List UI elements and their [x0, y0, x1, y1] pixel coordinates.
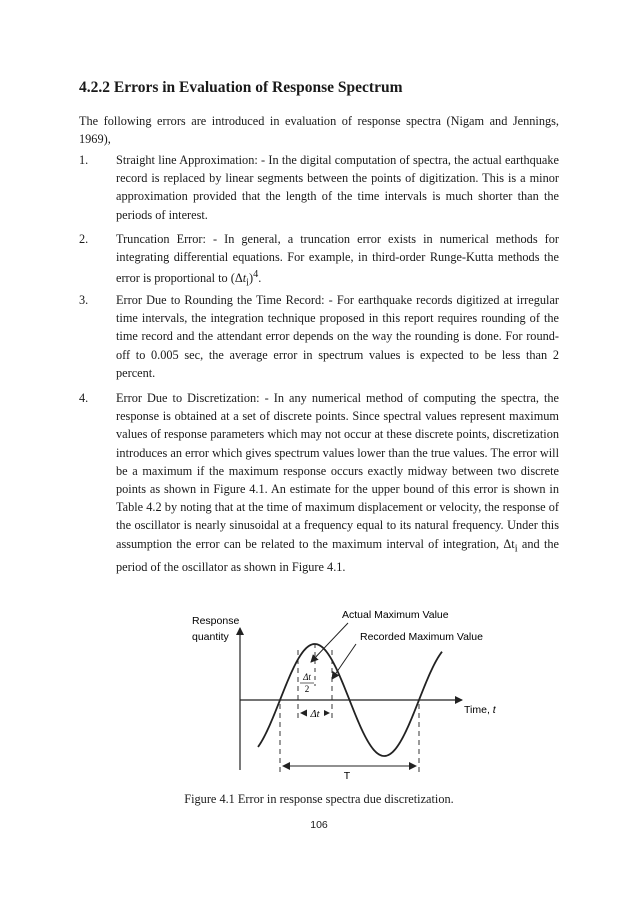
subscript-i: i: [246, 277, 250, 289]
figure-caption: Figure 4.1 Error in response spectra due discretization.: [184, 792, 454, 806]
page-number: 106: [310, 819, 328, 831]
recorded-max-leader: [332, 644, 356, 679]
figure-response-diagram: [170, 600, 510, 785]
intro-paragraph: The following errors are introduced in evaluation of response spectra (Nigam and Jennings, 1969),: [79, 114, 559, 147]
list-item-number: 1.: [79, 153, 89, 167]
recorded-max-label: Recorded Maximum Value: [360, 631, 483, 643]
half-dt-numerator: Δt: [303, 672, 311, 682]
section-heading: 4.2.2 Errors in Evaluation of Response Spectrum: [79, 79, 403, 96]
superscript-4: 4: [253, 269, 259, 281]
response-diagram-svg: [170, 600, 510, 785]
list-item-text: Error Due to Discretization: - In any numerical method of computing the spectra, the response is obtained at a set of discrete points. Since spectral values represent maximum values of response parameters which may not occur at these discrete points, discretization introduces an error which gives spectrum values lower than the true values. The error will be a maximum if the maximum response occurs exactly midway between two discrete points as shown in Figure 4.1. An estimate for the upper bound of this error is shown in Table 4.2 by noting that at the time of maximum displacement or velocity, the response of the oscillator is nearly sinusoidal at a frequency equal to its natural frequency. Under this assumption the error can be related to the maximum interval of integration, $\Delta t_i$ and the period of the oscillator as shown in Figure 4.1.: [116, 391, 559, 575]
x-axis-label: Time, t: [464, 704, 496, 716]
list-item-number: 4.: [79, 391, 89, 405]
list-item-text: Straight line Approximation: - In the digital computation of spectra, the actual earthquake record is replaced by linear segments between the points of digitization. This is a minor approximation provided that the length of the time intervals is much shorter than the periods of interest.: [116, 153, 559, 222]
subscript-i: i: [514, 543, 518, 555]
time-symbol: t: [242, 271, 247, 286]
actual-max-label: Actual Maximum Value: [342, 609, 449, 621]
list-item-text: Error Due to Rounding the Time Record: - For earthquake records digitized at irregular time intervals, the integration technique proposed in this report requires rounding of the time record and the attendant error depends on the way the rounding is done. For round-off to 0.005 sec, the average error in spectrum values is expected to be less than 2 percent.: [116, 293, 559, 380]
y-axis-label-line2: quantity: [192, 631, 229, 643]
dt-label: Δt: [310, 709, 320, 720]
list-item-number: 2.: [79, 232, 89, 246]
y-axis-label-line1: Response: [192, 615, 240, 627]
list-item-number: 3.: [79, 293, 89, 307]
list-item-text: Truncation Error: - In general, a truncation error exists in numerical methods for integrating differential equations. For example, in third-order Runge-Kutta methods the error is proportional to $(\Delta t_i)^4$.: [116, 232, 559, 289]
period-label: T: [343, 770, 351, 782]
half-dt-denominator: 2: [304, 684, 310, 694]
